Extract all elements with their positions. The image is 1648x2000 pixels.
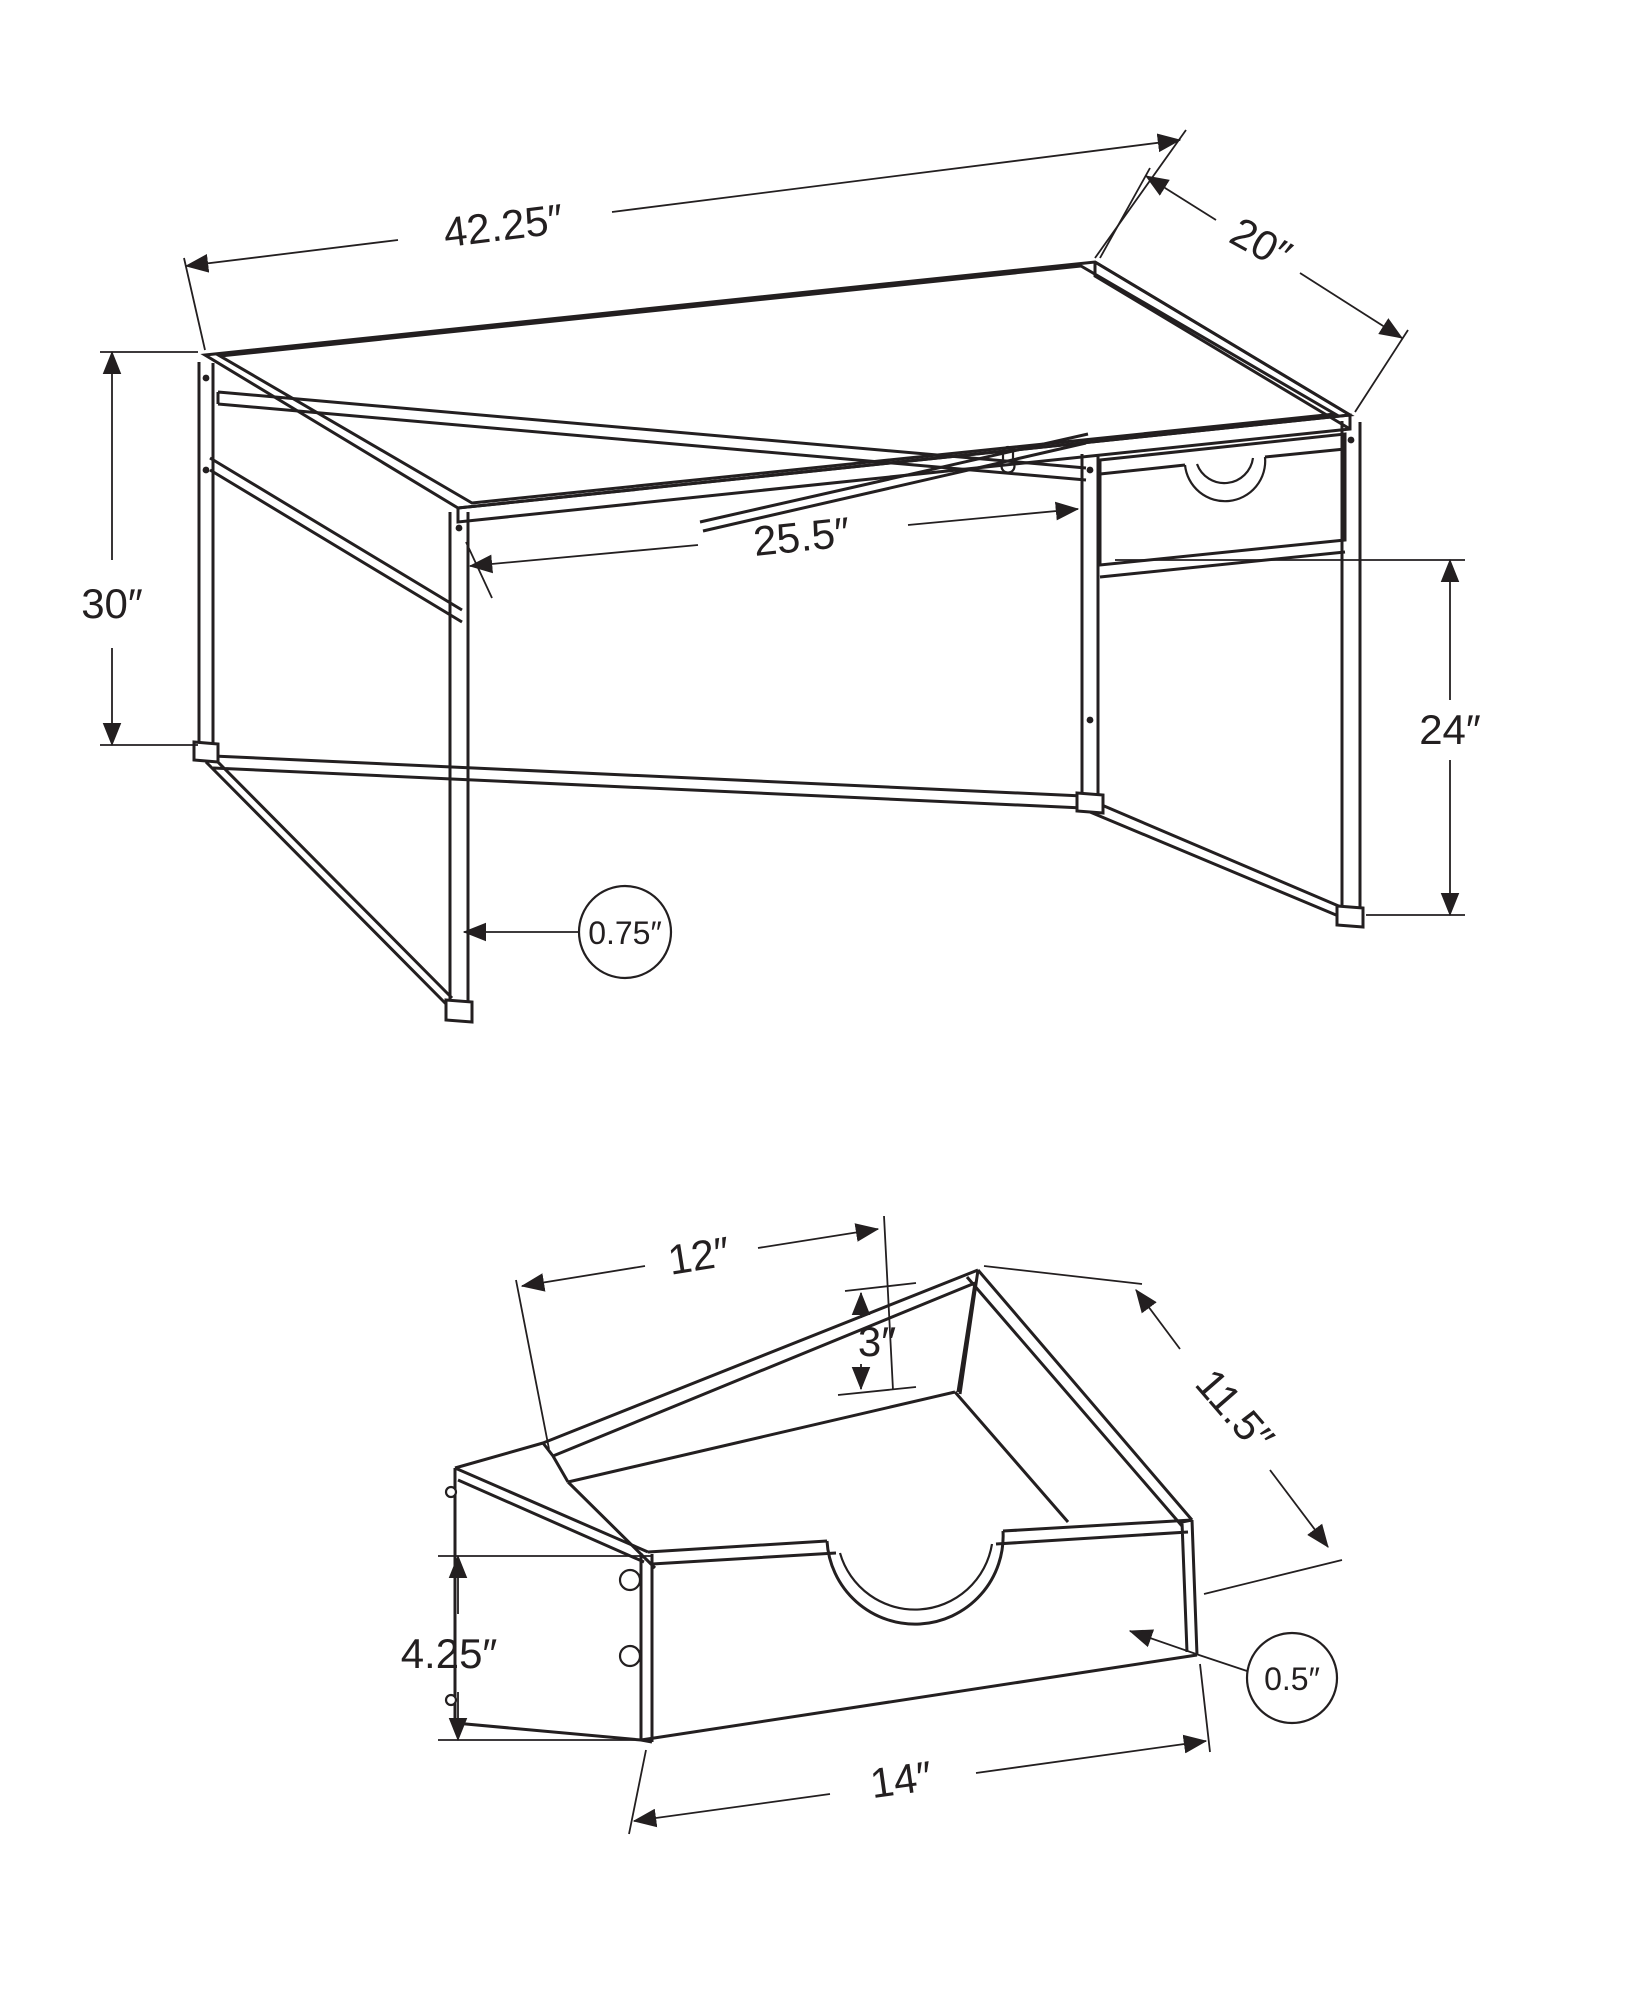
desk-leg-feet — [194, 742, 1363, 1022]
drawer-front-height-label: 4.25″ — [400, 1630, 498, 1677]
drawer-front-width-label: 14″ — [867, 1752, 935, 1808]
desk-depth-label: 20″ — [1222, 207, 1300, 279]
desk-drawing — [81, 130, 1481, 1022]
drawer-right-panel — [967, 1270, 1192, 1526]
dim-drawer-front-width — [629, 1664, 1210, 1834]
callout-desk-tube — [464, 886, 671, 978]
desk-height-label: 30″ — [81, 580, 143, 627]
drawer-drawing — [401, 1216, 1342, 1834]
dim-drawer-front-height — [401, 1556, 652, 1740]
desk-bottom-stretchers — [206, 750, 1348, 1010]
desk-back-rail — [218, 392, 1086, 480]
desk-left-side-rail — [210, 458, 462, 622]
drawer-cup-cutout-inner — [840, 1544, 992, 1610]
desk-width-label: 42.25″ — [440, 194, 566, 257]
drawer-back-width-label: 12″ — [664, 1227, 733, 1284]
desk-top-right-edge — [1095, 262, 1350, 429]
drawer-front-panel — [641, 1520, 1197, 1740]
dim-desk-opening — [466, 508, 1078, 598]
dim-desk-depth — [1100, 168, 1408, 412]
desk-clearance-label: 24″ — [1419, 706, 1481, 753]
drawer-thickness-label: 0.5″ — [1264, 1661, 1320, 1697]
dim-desk-width — [184, 130, 1186, 350]
dim-drawer-back-width — [516, 1216, 893, 1449]
drawer-left-panel — [455, 1468, 652, 1742]
dim-desk-clearance — [1115, 560, 1481, 915]
drawer-back-height-label: 3″ — [857, 1318, 897, 1365]
dim-desk-height — [81, 352, 198, 745]
drawer-back-panel — [455, 1270, 978, 1482]
desk-opening-label: 25.5″ — [750, 508, 852, 566]
callout-drawer-thickness — [1130, 1631, 1337, 1723]
desk-tube-label: 0.75″ — [588, 915, 662, 951]
drawer-depth-label: 11.5″ — [1186, 1359, 1284, 1462]
dim-drawer-depth — [984, 1266, 1342, 1594]
